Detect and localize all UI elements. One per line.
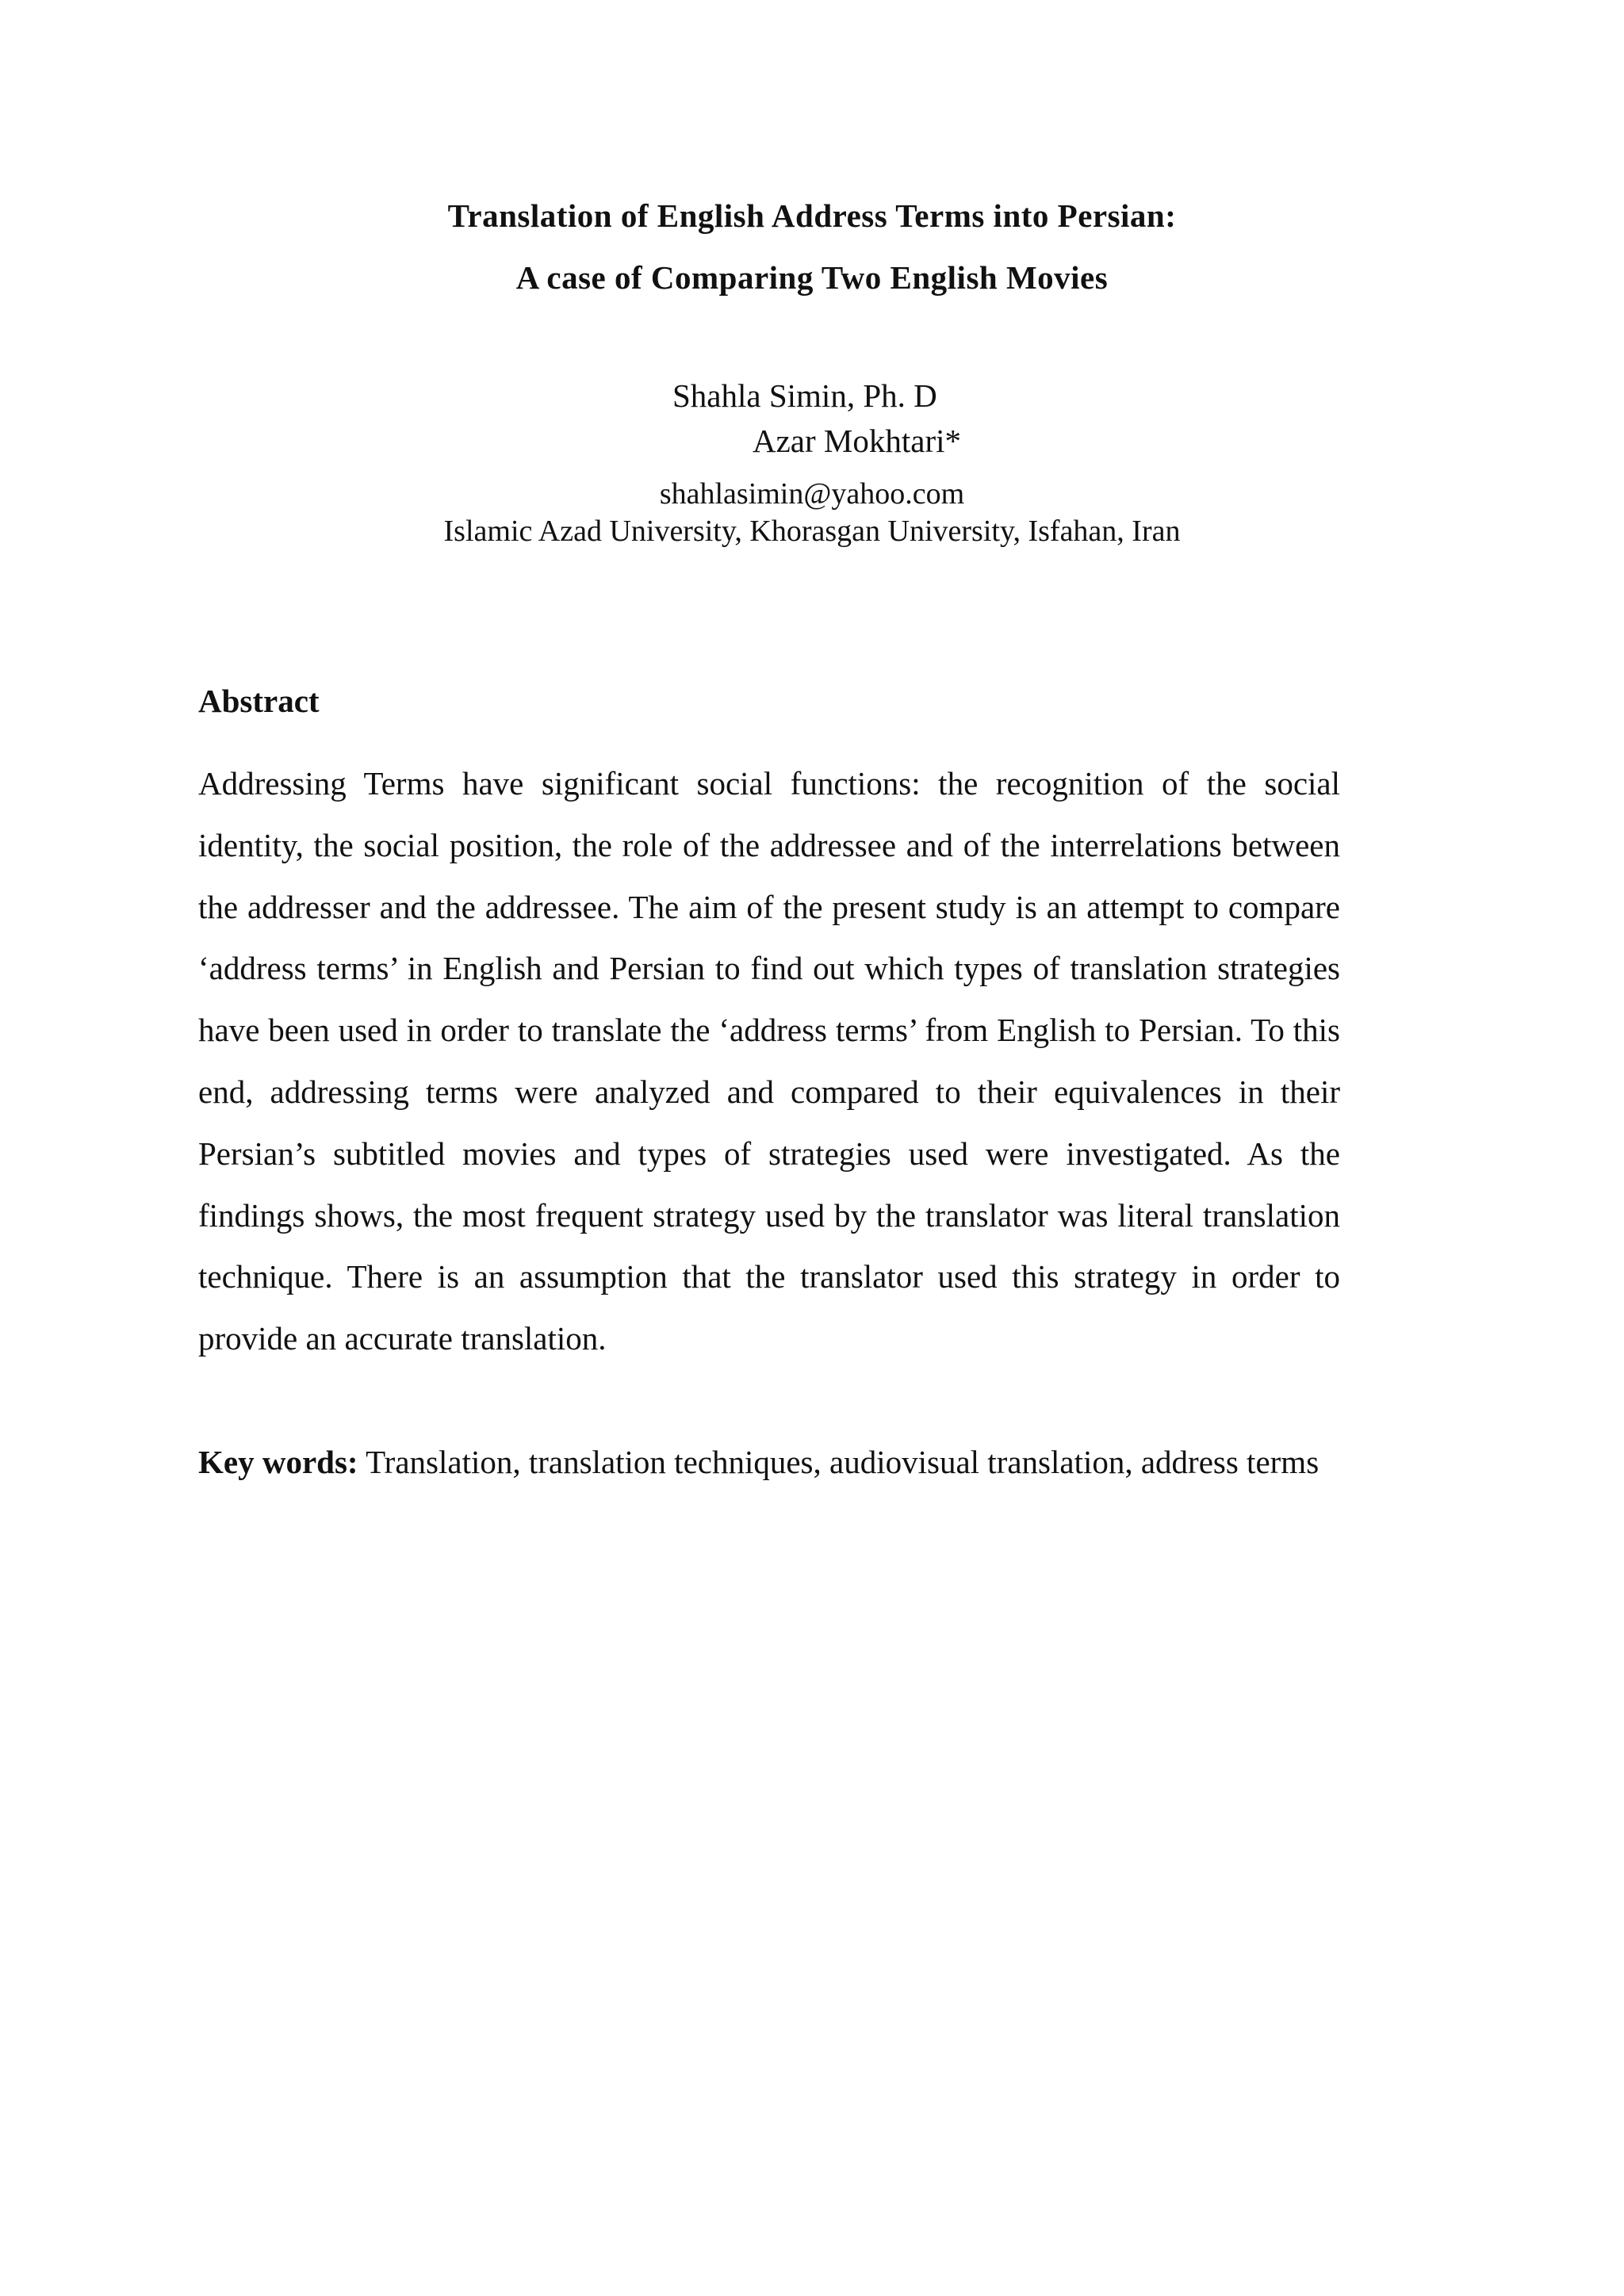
abstract-body: Addressing Terms have significant social functions: the recognition of the social identity, the social position, the role of the addressee and of the interrelations between the addresser and the addressee. The aim of the present study is an attempt to compare ‘address terms’ in English and Persian to find out which types of translation strategies have been used in order to translate the ‘address terms’ from English to Persian. To this end, addressing terms were analyzed and compared to their equivalences in their Persian’s subtitled movies and types of strategies used were investigated. As the findings shows, the most frequent strategy used by the translator was literal translation technique. There is an assumption that the translator used this strategy in order to provide an accurate translation. (198, 765, 1340, 1357)
author-secondary: Azar Mokhtari* (753, 423, 961, 459)
title-line-2: A case of Comparing Two English Movies (515, 259, 1109, 296)
title-line-1: Translation of English Address Terms into Persian: (447, 197, 1177, 234)
author-primary: Shahla Simin, Ph. D (672, 377, 937, 414)
keywords-label: Key words: (198, 1444, 358, 1480)
keywords (198, 1432, 1340, 1494)
abstract-heading: Abstract (198, 683, 320, 719)
keywords-text: Translation, translation techniques, audiovisual translation, address terms (366, 1444, 1320, 1480)
author-email: shahlasimin@yahoo.com (659, 477, 965, 511)
author-affiliation: Islamic Azad University, Khorasgan University, Isfahan, Iran (443, 515, 1181, 548)
